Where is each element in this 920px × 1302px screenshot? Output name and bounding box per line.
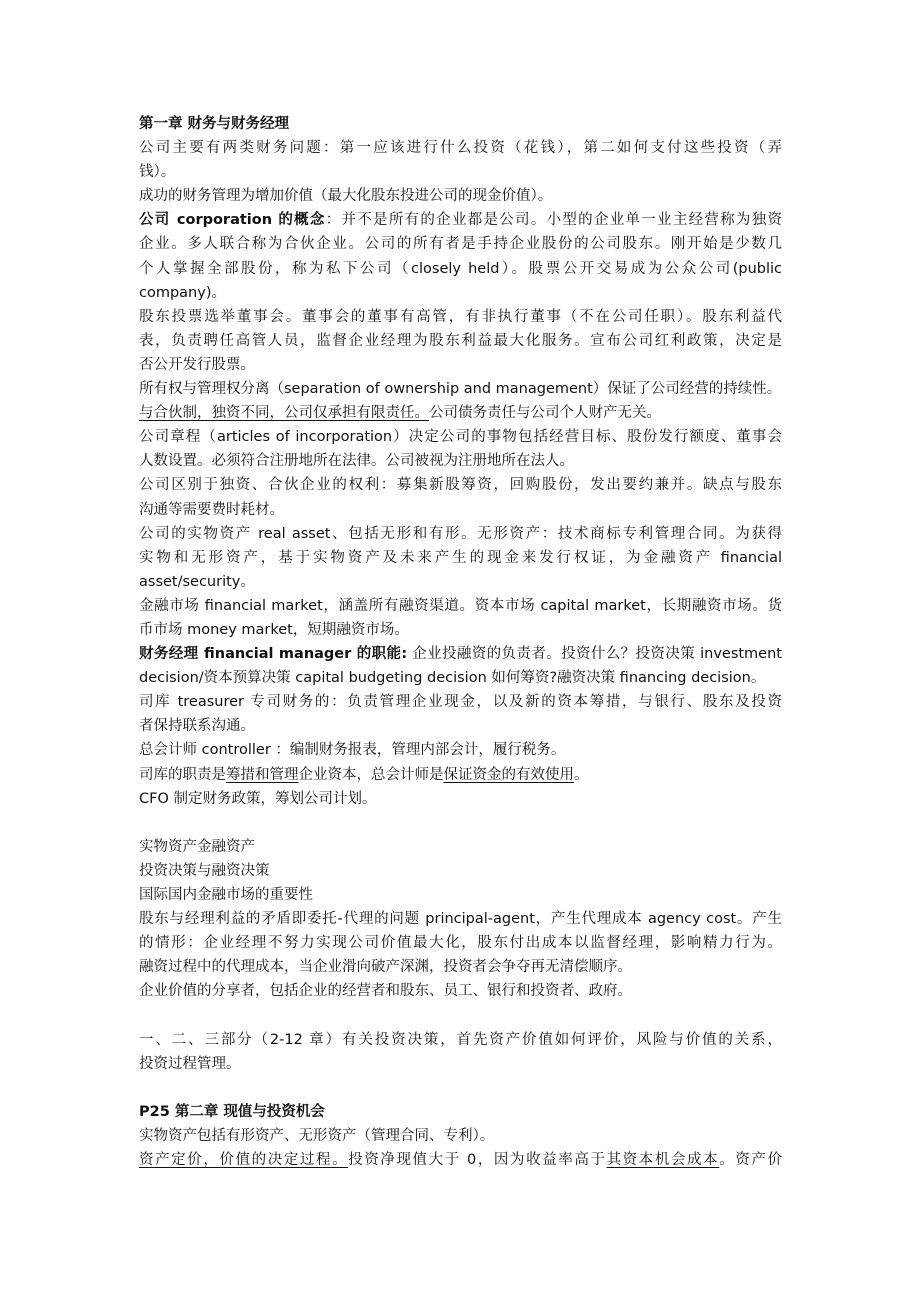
text-span: 。资产价 [719, 1152, 782, 1169]
paragraph-line: 公司章程（articles of incorporation）决定公司的事物包括经营目标、股份发行额度、董事会 [139, 429, 782, 446]
paragraph-line: 个人掌握全部股份，称为私下公司（closely held）。股票公开交易成为公众公司(public [139, 260, 782, 277]
underlined-text: 与合伙制，独资不同，公司仅承担有限责任。 [139, 405, 429, 422]
paragraph-line: 公司主要有两类财务问题：第一应该进行什么投资（花钱），第二如何支付这些投资（弄 [139, 140, 782, 157]
paragraph-line: 所有权与管理权分离（separation of ownership and management）保证了公司经营的持续性。 [139, 381, 782, 398]
paragraph-line: 币市场 money market，短期融资市场。 [139, 621, 409, 638]
paragraph-line: 投资过程管理。 [139, 1055, 241, 1072]
paragraph-line: 钱）。 [139, 164, 176, 181]
paragraph-line [139, 401, 782, 425]
paragraph-line [139, 763, 782, 787]
summary-line: 实物资产金融资产 [139, 838, 255, 855]
text-span: 企业资本，总会计师是 [298, 766, 444, 783]
paragraph-line: 实物资产包括有形资产、无形资产（管理合同、专利）。 [139, 1127, 495, 1144]
paragraph-line: 企业。多人联合称为合伙企业。公司的所有者是手持企业股份的公司股东。刚开始是少数几 [139, 236, 782, 253]
paragraph-line [139, 642, 782, 666]
paragraph-line: 司库 treasurer 专司财务的：负责管理企业现金，以及新的资本筹措，与银行、股东及投资 [139, 694, 782, 711]
blank-line [139, 1076, 782, 1100]
financial-manager-term: 财务经理 financial manager 的职能: [139, 646, 408, 663]
paragraph-line: 一、二、三部分（2-12 章）有关投资决策，首先资产价值如何评价，风险与价值的关系， [139, 1031, 782, 1048]
paragraph-line: 实物和无形资产，基于实物资产及未来产生的现金来发行权证，为金融资产 financial [139, 549, 782, 566]
paragraph-line: 总会计师 controller ：编制财务报表，管理内部会计，履行税务。 [139, 742, 566, 759]
paragraph-line: asset/security。 [139, 573, 255, 590]
text-span: 企业投融资的负责者。投资什么？投资决策 investment [407, 646, 782, 663]
summary-line: 投资决策与融资决策 [139, 862, 270, 879]
paragraph-line: 沟通等需要费时耗材。 [139, 501, 284, 518]
paragraph-line: 公司区别于独资、合伙企业的权利：募集新股筹资，回购股份，发出要约兼并。缺点与股东 [139, 477, 782, 494]
paragraph-line: 金融市场 financial market，涵盖所有融资渠道。资本市场 capital market，长期融资市场。货 [139, 597, 782, 614]
paragraph-line: 的情形：企业经理不努力实现公司价值最大化，股东付出成本以监督经理，影响精力行为。 [139, 935, 782, 952]
paragraph-line: 企业价值的分享者，包括企业的经营者和股东、员工、银行和投资者、政府。 [139, 983, 632, 1000]
underlined-text: 保证资金的有效使用 [443, 766, 574, 783]
text-span: 。 [574, 766, 589, 783]
paragraph-line [139, 208, 782, 232]
paragraph-line: 表，负责聘任高管人员，监督企业经理为股东利益最大化服务。宣布公司红利政策，决定是 [139, 332, 782, 349]
paragraph-line: 否公开发行股票。 [139, 356, 255, 373]
chapter-2-heading: P25 第二章 现值与投资机会 [139, 1103, 325, 1120]
paragraph-line: 股东投票选举董事会。董事会的董事有高管，有非执行董事（不在公司任职）。股东利益代 [139, 308, 782, 325]
text-span: 司库的职责是 [139, 766, 226, 783]
paragraph-line: 者保持联系沟通。 [139, 718, 255, 735]
text-span: ：并不是所有的企业都是公司。小型的企业单一业主经营称为独资 [325, 212, 782, 229]
paragraph-line: company)。 [139, 284, 226, 301]
text-span: 公司债务责任与公司个人财产无关。 [429, 405, 661, 422]
paragraph-line: decision/资本预算决策 capital budgeting decision 如何筹资?融资决策 financing decision。 [139, 670, 766, 687]
chapter-1-heading: 第一章 财务与财务经理 [139, 116, 290, 132]
paragraph-line: 公司的实物资产 real asset、包括无形和有形。无形资产：技术商标专利管理合同。为获得 [139, 525, 782, 542]
paragraph-line: 股东与经理利益的矛盾即委托-代理的问题 principal-agent，产生代理成本 agency cost。产生 [139, 911, 782, 928]
underlined-text: 其资本机会成本 [606, 1152, 720, 1169]
underlined-text: 资产定价，价值的决定过程。 [139, 1152, 349, 1169]
summary-line: 国际国内金融市场的重要性 [139, 887, 313, 903]
paragraph-line: 融资过程中的代理成本，当企业滑向破产深渊，投资者会争夺再无清偿顺序。 [139, 959, 632, 976]
paragraph-line [139, 1148, 782, 1172]
paragraph-line: 人数设置。必须符合注册地所在法律。公司被视为注册地所在法人。 [139, 453, 574, 470]
text-span: 投资净现值大于 0，因为收益率高于 [348, 1152, 607, 1169]
underlined-text: 筹措和管理 [226, 766, 299, 783]
blank-line [139, 1003, 782, 1027]
paragraph-line: 成功的财务管理为增加价值（最大化股东投进公司的现金价值）。 [139, 188, 553, 205]
blank-line [139, 811, 782, 835]
corporation-concept-term: 公司 corporation 的概念 [139, 212, 326, 229]
paragraph-line: CFO 制定财务政策，筹划公司计划。 [139, 790, 377, 807]
